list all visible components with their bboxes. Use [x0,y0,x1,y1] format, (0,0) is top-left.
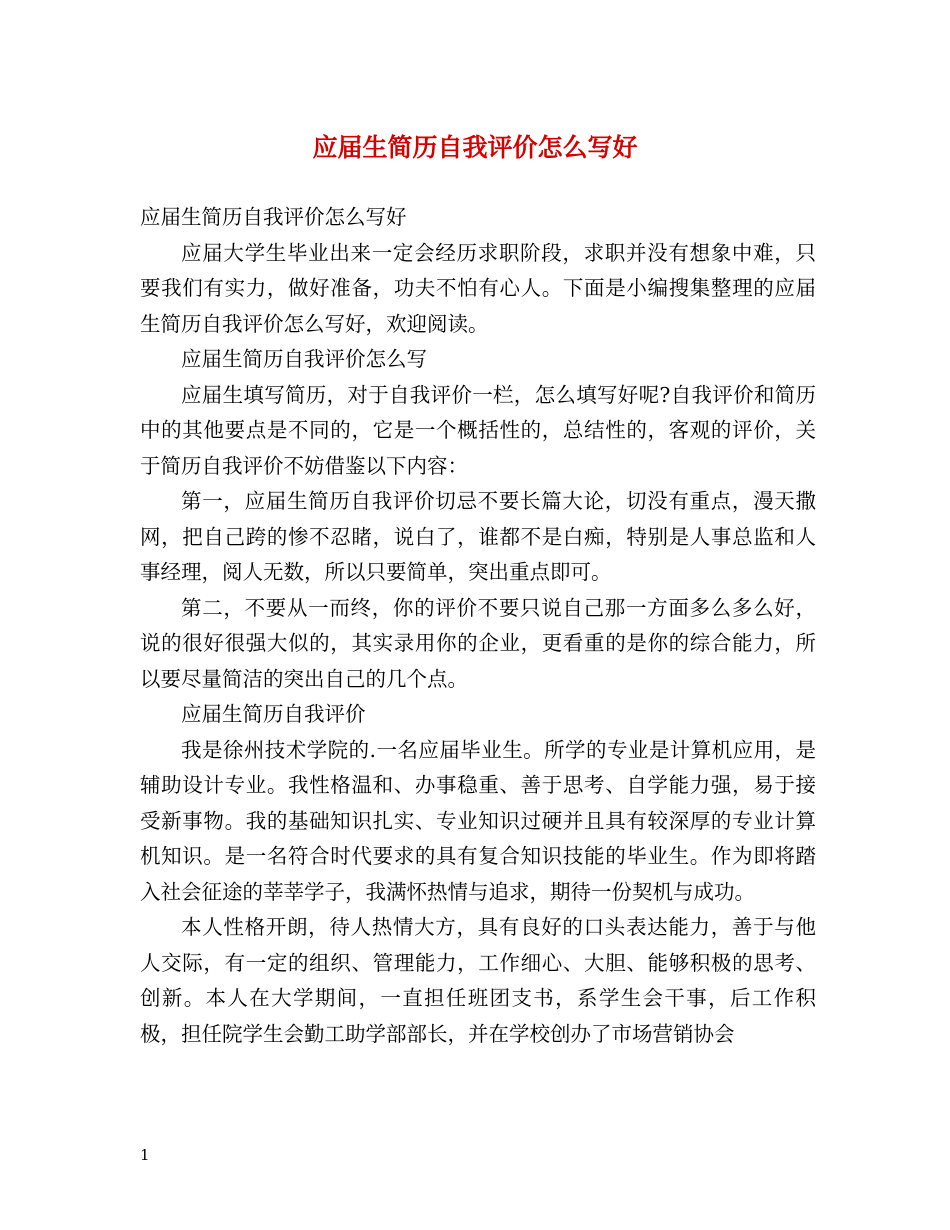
paragraph: 应届生填写简历，对于自我评价一栏，怎么填写好呢?自我评价和简历中的其他要点是不同的，它是一个概括性的，总结性的，客观的评价，关于简历自我评价不妨借鉴以下内容： [140,382,816,478]
section-heading: 应届生简历自我评价 [181,702,366,726]
paragraph: 第二，不要从一而终，你的评价不要只说自己那一方面多么多么好，说的很好很强大似的，其实录用你的企业，更看重的是你的综合能力，所以要尽量简洁的突出自己的几个点。 [140,595,816,691]
page-number: 1 [140,1146,150,1164]
page-title: 应届生简历自我评价怎么写好 [312,133,638,162]
paragraph: 本人性格开朗，待人热情大方，具有良好的口头表达能力，善于与他人交际，有一定的组织、管理能力，工作细心、大胆、能够积极的思考、创新。本人在大学期间，一直担任班团支书，系学生会干事，后工作积极，担任院学生会勤工助学部部长，并在学校创办了市场营销协会 [140,915,816,1046]
paragraph: 应届大学生毕业出来一定会经历求职阶段，求职并没有想象中难，只要我们有实力，做好准备，功夫不怕有心人。下面是小编搜集整理的应届生简历自我评价怎么写好，欢迎阅读。 [140,240,816,336]
paragraph: 第一，应届生简历自我评价切忌不要长篇大论，切没有重点，漫天撒网，把自己跨的惨不忍睹，说白了，谁都不是白痴，特别是人事总监和人事经理，阅人无数，所以只要简单，突出重点即可。 [140,489,816,584]
section-heading: 应届生简历自我评价怎么写 [181,347,427,371]
paragraph-heading: 应届生简历自我评价怎么写好 [140,205,407,229]
document-body [140,200,816,1052]
paragraph: 我是徐州技术学院的.一名应届毕业生。所学的专业是计算机应用，是辅助设计专业。我性格温和、办事稳重、善于思考、自学能力强，易于接受新事物。我的基础知识扎实、专业知识过硬并且具有较深厚的专业计算机知识。是一名符合时代要求的具有复合知识技能的毕业生。作为即将踏入社会征途的莘莘学子，我满怀热情与追求，期待一份契机与成功。 [140,737,816,904]
